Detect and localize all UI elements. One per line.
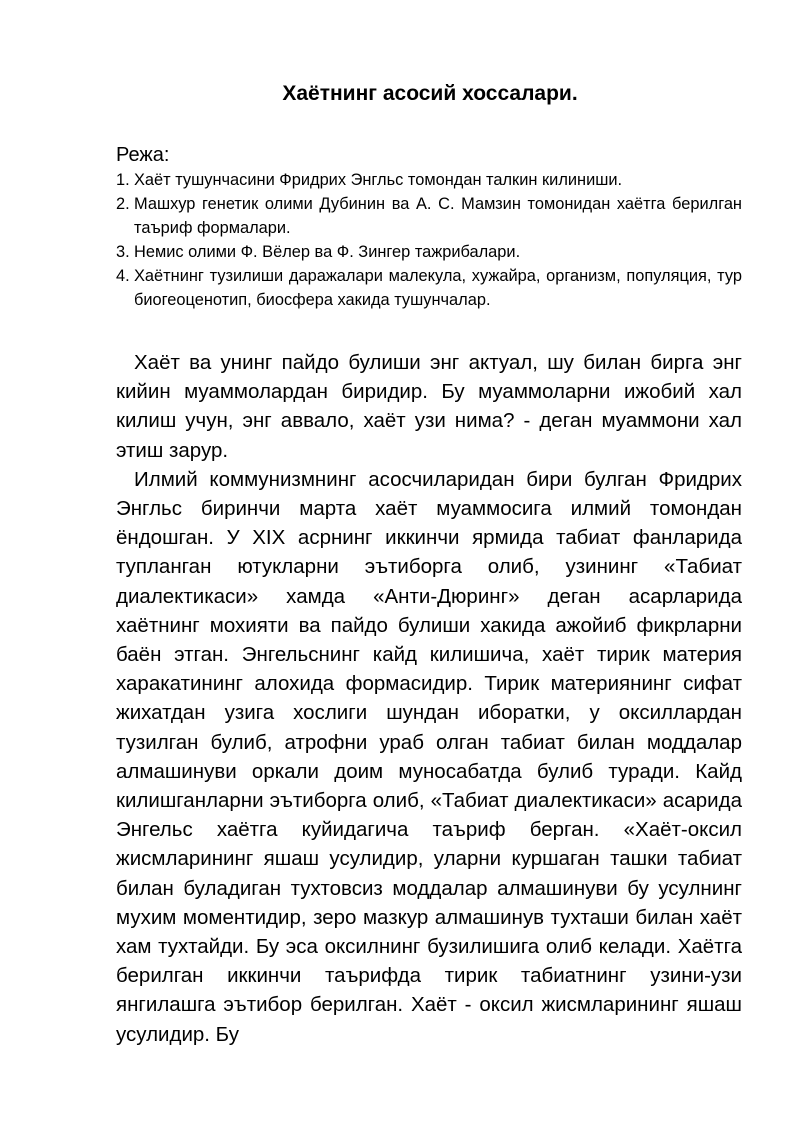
plan-item-number: 3. xyxy=(116,243,130,261)
plan-item-text: Хаётнинг тузилиши даражалари малекула, хужайра, организм, популяция, тур биогеоценотип, биосфера хакида тушунчалар. xyxy=(134,267,742,309)
plan-item-4 xyxy=(116,264,742,312)
plan-item-number: 4. xyxy=(116,267,130,285)
body-paragraph-2: Илмий коммунизмнинг асосчиларидан бири булган Фридрих Энгльс биринчи марта хаёт муаммосига илмий томондан ёндошган. У XIX асрнинг иккинчи ярмида табиат фанларида тупланган ютукларни эътиборга олиб, узининг «Табиат диалектикаси» хамда «Анти-Дюринг» деган асарларида хаётнинг мохияти ва пайдо булиши хакида ажойиб фикрларни баён этган. Энгельснинг кайд килишича, хаёт тирик материя харакатининг алохида формасидир. Тирик материянинг сифат жихатдан узига хослиги шундан иборатки, у оксиллардан тузилган булиб, атрофни ураб олган табиат билан моддалар алмашинуви оркали доим муносабатда булиб туради. Кайд килишганларни эътиборга олиб, «Табиат диалектикаси» асарида Энгельс хаётга куйидагича таъриф берган. «Хаёт-оксил жисмларининг яшаш усулидир, уларни куршаган ташки табиат билан буладиган тухтовсиз моддалар алмашинуви бу усулнинг мухим моментидир, зеро мазкур алмашинув тухташи билан хаёт хам тухтайди. Бу эса оксилнинг бузилишига олиб келади. Хаётга берилган иккинчи таърифда тирик табиатнинг узини-узи янгилашга эътибор берилган. Хаёт - оксил жисмларининг яшаш усулидир. Бу xyxy=(116,467,742,1046)
plan-list xyxy=(116,168,742,312)
plan-heading: Режа: xyxy=(116,144,170,166)
plan-item-number: 1. xyxy=(116,171,130,189)
plan-item-text: Хаёт тушунчасини Фридрих Энгльс томондан талкин килиниши. xyxy=(134,171,623,189)
document-title: Хаётнинг асосий хоссалари. xyxy=(282,82,578,105)
plan-item-text: Немис олими Ф. Вёлер ва Ф. Зингер тажрибалари. xyxy=(134,243,521,261)
body-paragraph-1: Хаёт ва унинг пайдо булиши энг актуал, шу билан бирга энг кийин муаммолардан биридир. Бу муаммоларни ижобий хал килиш учун, энг аввало, хаёт узи нима? - деган муаммони хал этиш зарур. xyxy=(116,351,742,462)
plan-item-text: Машхур генетик олими Дубинин ва А. С. Мамзин томонидан хаётга берилган таъриф формалари. xyxy=(134,195,742,237)
plan-item-3 xyxy=(116,240,742,264)
plan-item-1 xyxy=(116,168,742,192)
body-text xyxy=(116,348,742,1049)
plan-item-2 xyxy=(116,192,742,240)
plan-item-number: 2. xyxy=(116,195,130,213)
